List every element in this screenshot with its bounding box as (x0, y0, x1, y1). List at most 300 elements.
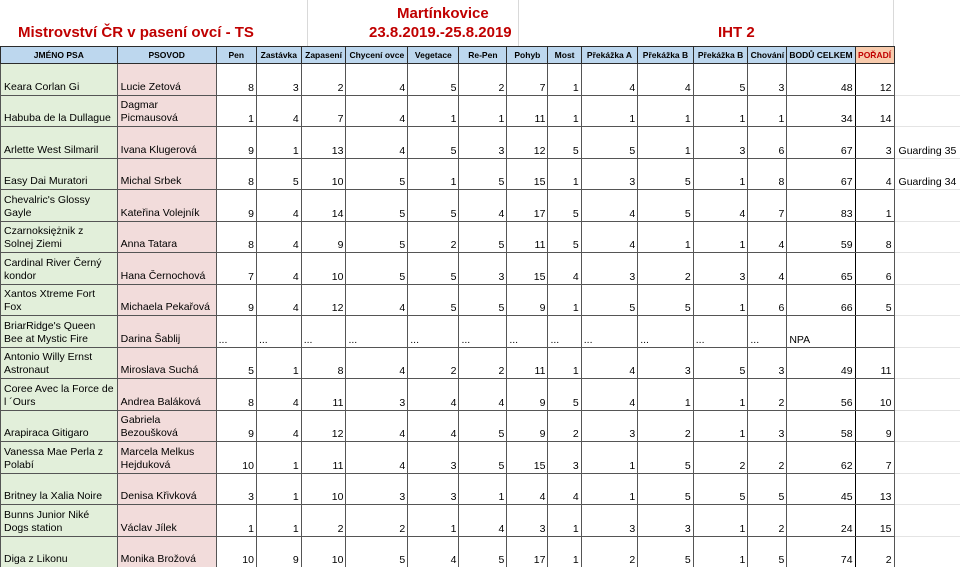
score-cell: 3 (748, 410, 787, 442)
score-cell: 2 (581, 536, 637, 567)
score-cell: 5 (581, 284, 637, 316)
column-header: Zapasení (301, 47, 346, 64)
rank-cell: 7 (855, 442, 894, 474)
column-header: Chování (748, 47, 787, 64)
score-cell: 10 (216, 536, 256, 567)
score-cell: 2 (408, 347, 459, 379)
results-table (0, 46, 960, 567)
dog-name-cell: Cardinal River Černý kondor (1, 253, 118, 285)
total-cell: 66 (787, 284, 855, 316)
column-header: Překážka B (693, 47, 748, 64)
score-cell: 6 (748, 284, 787, 316)
score-cell: 11 (507, 347, 548, 379)
score-cell: 1 (408, 505, 459, 537)
score-cell: 4 (581, 221, 637, 253)
score-cell: ... (581, 316, 637, 348)
column-header: PSOVOD (117, 47, 216, 64)
score-cell: 9 (216, 190, 256, 222)
score-cell: 1 (581, 95, 637, 127)
score-cell: 8 (216, 64, 256, 96)
score-cell: 3 (581, 158, 637, 190)
total-cell: 59 (787, 221, 855, 253)
score-cell: 4 (408, 536, 459, 567)
total-cell: 67 (787, 127, 855, 159)
score-cell: 9 (301, 221, 346, 253)
score-cell: ... (408, 316, 459, 348)
rank-cell: 3 (855, 127, 894, 159)
score-cell: 4 (581, 379, 637, 411)
rank-cell: 1 (855, 190, 894, 222)
score-cell: 7 (507, 64, 548, 96)
score-cell: 5 (408, 253, 459, 285)
score-cell: 11 (301, 442, 346, 474)
score-cell: 3 (256, 64, 301, 96)
dog-name-cell: Coree Avec la Force de l ´Ours (1, 379, 118, 411)
table-row (1, 536, 960, 567)
dog-name-cell: Arlette West Silmaril (1, 127, 118, 159)
dog-name-cell: Arapiraca Gitigaro (1, 410, 118, 442)
score-cell: 5 (581, 127, 637, 159)
handler-cell: Ivana Klugerová (117, 127, 216, 159)
gridline (893, 0, 894, 46)
score-cell: 5 (216, 347, 256, 379)
rank-cell: 6 (855, 253, 894, 285)
score-cell: 5 (638, 158, 694, 190)
handler-cell: Dagmar Picmausová (117, 95, 216, 127)
score-cell: 1 (408, 158, 459, 190)
score-cell: 4 (346, 127, 408, 159)
score-cell: 8 (301, 347, 346, 379)
score-cell: 11 (507, 221, 548, 253)
table-row (1, 127, 960, 159)
rank-cell: 15 (855, 505, 894, 537)
dog-name-cell: BriarRidge's Queen Bee at Mystic Fire (1, 316, 118, 348)
column-header: Pohyb (507, 47, 548, 64)
score-cell: 4 (693, 190, 748, 222)
score-cell: 2 (459, 64, 507, 96)
gridline (307, 0, 308, 46)
score-cell: 3 (693, 253, 748, 285)
note-cell (894, 473, 960, 505)
score-cell: 5 (346, 253, 408, 285)
note-cell (894, 221, 960, 253)
score-cell: 15 (507, 442, 548, 474)
score-cell: 2 (748, 379, 787, 411)
rank-cell: 12 (855, 64, 894, 96)
total-cell: NPA (787, 316, 855, 348)
score-cell: 4 (581, 347, 637, 379)
score-cell: 15 (507, 158, 548, 190)
note-cell (894, 190, 960, 222)
handler-cell: Václav Jílek (117, 505, 216, 537)
score-cell: 1 (581, 442, 637, 474)
table-row (1, 473, 960, 505)
rank-cell: 10 (855, 379, 894, 411)
score-cell: 3 (581, 410, 637, 442)
score-cell: 1 (693, 536, 748, 567)
dog-name-cell: Easy Dai Muratori (1, 158, 118, 190)
total-cell: 83 (787, 190, 855, 222)
score-cell: 2 (693, 442, 748, 474)
score-cell: 9 (507, 410, 548, 442)
score-cell: 14 (301, 190, 346, 222)
championship-title: Mistrovství ČR v pasení ovcí - TS (18, 24, 254, 41)
score-cell: 7 (216, 253, 256, 285)
total-cell: 74 (787, 536, 855, 567)
score-cell: 1 (256, 127, 301, 159)
score-cell: 3 (459, 253, 507, 285)
total-cell: 62 (787, 442, 855, 474)
score-cell: ... (256, 316, 301, 348)
score-cell: 2 (346, 505, 408, 537)
score-cell: 15 (507, 253, 548, 285)
score-cell: 5 (548, 379, 581, 411)
score-cell: 1 (581, 473, 637, 505)
note-cell (894, 536, 960, 567)
score-cell: 4 (638, 64, 694, 96)
score-cell: 8 (748, 158, 787, 190)
score-cell: 2 (748, 505, 787, 537)
total-cell: 34 (787, 95, 855, 127)
dog-name-cell: Britney la Xalia Noire (1, 473, 118, 505)
score-cell: 5 (459, 410, 507, 442)
dates-title: 23.8.2019.-25.8.2019 (369, 24, 512, 41)
score-cell: 12 (301, 284, 346, 316)
score-cell: 12 (301, 410, 346, 442)
table-row (1, 190, 960, 222)
score-cell: 4 (346, 347, 408, 379)
score-cell: 1 (693, 379, 748, 411)
score-cell: 17 (507, 536, 548, 567)
table-row (1, 505, 960, 537)
column-header: POŘADÍ (855, 47, 894, 64)
column-header: Re-Pen (459, 47, 507, 64)
score-cell: ... (216, 316, 256, 348)
score-cell: 1 (693, 284, 748, 316)
score-cell: ... (459, 316, 507, 348)
score-cell: 6 (748, 127, 787, 159)
score-cell: 5 (693, 347, 748, 379)
score-cell: 3 (693, 127, 748, 159)
score-cell: 1 (408, 95, 459, 127)
score-cell: 7 (301, 95, 346, 127)
score-cell: 5 (748, 473, 787, 505)
total-cell: 45 (787, 473, 855, 505)
handler-cell: Gabriela Bezoušková (117, 410, 216, 442)
handler-cell: Hana Černochová (117, 253, 216, 285)
score-cell: 5 (548, 190, 581, 222)
score-cell: 4 (459, 190, 507, 222)
handler-cell: Andrea Baláková (117, 379, 216, 411)
dog-name-cell: Bunns Junior Niké Dogs station (1, 505, 118, 537)
score-cell: 10 (301, 253, 346, 285)
score-cell: 3 (346, 473, 408, 505)
score-cell: 1 (693, 221, 748, 253)
score-cell: 1 (638, 221, 694, 253)
note-cell (894, 347, 960, 379)
handler-cell: Denisa Křivková (117, 473, 216, 505)
table-row (1, 253, 960, 285)
score-cell: 3 (408, 442, 459, 474)
score-cell: ... (638, 316, 694, 348)
score-cell: 4 (346, 284, 408, 316)
score-cell: 5 (408, 284, 459, 316)
score-cell: 1 (216, 505, 256, 537)
score-cell: 2 (548, 410, 581, 442)
score-cell: 4 (408, 410, 459, 442)
score-cell: 8 (216, 379, 256, 411)
score-cell: 4 (548, 253, 581, 285)
score-cell: 4 (346, 410, 408, 442)
score-cell: 1 (256, 442, 301, 474)
score-cell: 4 (256, 379, 301, 411)
score-cell: 1 (216, 95, 256, 127)
score-cell: 10 (216, 442, 256, 474)
score-cell: 5 (408, 190, 459, 222)
total-cell: 48 (787, 64, 855, 96)
handler-cell: Kateřina Volejník (117, 190, 216, 222)
table-row (1, 410, 960, 442)
score-cell: 1 (548, 284, 581, 316)
handler-cell: Michaela Pekařová (117, 284, 216, 316)
score-cell: 4 (507, 473, 548, 505)
score-cell: 3 (581, 505, 637, 537)
column-header: Vegetace (408, 47, 459, 64)
rank-cell (855, 316, 894, 348)
dog-name-cell: Vanessa Mae Perla z Polabí (1, 442, 118, 474)
total-cell: 67 (787, 158, 855, 190)
score-cell: 9 (256, 536, 301, 567)
score-cell: 9 (507, 284, 548, 316)
score-cell: 5 (638, 190, 694, 222)
score-cell: 8 (216, 158, 256, 190)
score-cell: 1 (256, 505, 301, 537)
score-cell: 9 (216, 284, 256, 316)
score-cell: 4 (256, 284, 301, 316)
dog-name-cell: Antonio Willy Ernst Astronaut (1, 347, 118, 379)
score-cell: 2 (638, 410, 694, 442)
dog-name-cell: Chevalric's Glossy Gayle (1, 190, 118, 222)
score-cell: 1 (548, 158, 581, 190)
table-row (1, 95, 960, 127)
score-cell: 4 (459, 505, 507, 537)
score-cell: 5 (346, 221, 408, 253)
note-cell: Guarding 35 (894, 127, 960, 159)
column-header: Překážka B (638, 47, 694, 64)
score-cell: 3 (507, 505, 548, 537)
table-row (1, 316, 960, 348)
note-cell (894, 410, 960, 442)
score-cell: 4 (346, 64, 408, 96)
score-cell: 1 (548, 505, 581, 537)
column-header: Pen (216, 47, 256, 64)
total-cell: 56 (787, 379, 855, 411)
score-cell: 3 (548, 442, 581, 474)
score-cell: 3 (459, 127, 507, 159)
score-cell: 9 (507, 379, 548, 411)
score-cell: 5 (459, 536, 507, 567)
score-cell: 3 (748, 347, 787, 379)
table-row (1, 379, 960, 411)
handler-cell: Michal Srbek (117, 158, 216, 190)
score-cell: 5 (638, 284, 694, 316)
score-cell: 5 (548, 127, 581, 159)
rank-cell: 2 (855, 536, 894, 567)
score-cell: 5 (548, 221, 581, 253)
score-cell: 4 (256, 95, 301, 127)
score-cell: 4 (581, 190, 637, 222)
score-cell: 5 (408, 127, 459, 159)
score-cell: 4 (256, 190, 301, 222)
total-cell: 49 (787, 347, 855, 379)
table-row (1, 284, 960, 316)
score-cell: 1 (256, 473, 301, 505)
score-cell: 5 (638, 473, 694, 505)
table-row (1, 442, 960, 474)
table-row (1, 221, 960, 253)
note-cell (894, 316, 960, 348)
score-cell: 4 (256, 221, 301, 253)
total-cell: 58 (787, 410, 855, 442)
note-cell (894, 505, 960, 537)
score-cell: 4 (748, 221, 787, 253)
score-cell: 3 (216, 473, 256, 505)
handler-cell: Miroslava Suchá (117, 347, 216, 379)
dog-name-cell: Diga z Likonu (1, 536, 118, 567)
note-cell (894, 64, 960, 96)
table-row (1, 64, 960, 96)
score-cell: 1 (638, 127, 694, 159)
score-cell: 13 (301, 127, 346, 159)
handler-cell: Anna Tatara (117, 221, 216, 253)
score-cell: 9 (216, 127, 256, 159)
score-cell: 5 (638, 536, 694, 567)
score-cell: 5 (346, 158, 408, 190)
score-cell: 5 (408, 64, 459, 96)
total-cell: 65 (787, 253, 855, 285)
score-cell: 1 (638, 379, 694, 411)
dog-name-cell: Czarnoksiężnik z Solnej Ziemi (1, 221, 118, 253)
score-cell: 1 (548, 64, 581, 96)
score-cell: 5 (693, 473, 748, 505)
total-cell: 24 (787, 505, 855, 537)
rank-cell: 14 (855, 95, 894, 127)
score-cell: ... (346, 316, 408, 348)
score-cell: 1 (693, 95, 748, 127)
score-cell: 12 (507, 127, 548, 159)
score-cell: 4 (408, 379, 459, 411)
score-cell: 5 (346, 190, 408, 222)
score-cell: 4 (748, 253, 787, 285)
gridline (518, 0, 519, 46)
empty-header (894, 47, 960, 64)
rank-cell: 4 (855, 158, 894, 190)
dog-name-cell: Keara Corlan Gi (1, 64, 118, 96)
score-cell: ... (693, 316, 748, 348)
score-cell: 2 (459, 347, 507, 379)
column-header: Překážka A (581, 47, 637, 64)
rank-cell: 11 (855, 347, 894, 379)
rank-cell: 5 (855, 284, 894, 316)
score-cell: 1 (548, 536, 581, 567)
score-cell: 10 (301, 536, 346, 567)
score-cell: 3 (408, 473, 459, 505)
score-cell: 11 (507, 95, 548, 127)
score-cell: 8 (216, 221, 256, 253)
dog-name-cell: Xantos Xtreme Fort Fox (1, 284, 118, 316)
score-cell: 3 (748, 64, 787, 96)
score-cell: 4 (581, 64, 637, 96)
note-cell (894, 379, 960, 411)
rank-cell: 13 (855, 473, 894, 505)
score-cell: 3 (581, 253, 637, 285)
score-cell: 5 (638, 442, 694, 474)
score-cell: 5 (346, 536, 408, 567)
score-cell: 2 (748, 442, 787, 474)
score-cell: ... (548, 316, 581, 348)
score-cell: 3 (346, 379, 408, 411)
handler-cell: Lucie Zetová (117, 64, 216, 96)
header-row (1, 47, 960, 64)
score-cell: 5 (256, 158, 301, 190)
score-cell: 1 (548, 347, 581, 379)
score-cell: 1 (693, 410, 748, 442)
handler-cell: Darina Šablij (117, 316, 216, 348)
handler-cell: Monika Brožová (117, 536, 216, 567)
score-cell: 9 (216, 410, 256, 442)
score-cell: 4 (256, 253, 301, 285)
rank-cell: 9 (855, 410, 894, 442)
location-title: Martínkovice (397, 5, 489, 22)
score-cell: 7 (748, 190, 787, 222)
note-cell (894, 253, 960, 285)
score-cell: 4 (346, 95, 408, 127)
score-cell: 1 (693, 505, 748, 537)
score-cell: 10 (301, 158, 346, 190)
category-title: IHT 2 (718, 24, 755, 41)
score-cell: 2 (638, 253, 694, 285)
note-cell (894, 95, 960, 127)
score-cell: 3 (638, 505, 694, 537)
score-cell: 17 (507, 190, 548, 222)
note-cell: Guarding 34 (894, 158, 960, 190)
score-cell: 5 (459, 158, 507, 190)
score-cell: 1 (459, 473, 507, 505)
column-header: BODŮ CELKEM (787, 47, 855, 64)
score-cell: 5 (693, 64, 748, 96)
column-header: Zastávka (256, 47, 301, 64)
score-cell: 4 (459, 379, 507, 411)
column-header: Chycení ovce (346, 47, 408, 64)
score-cell: 4 (548, 473, 581, 505)
score-cell: 3 (638, 347, 694, 379)
score-cell: ... (301, 316, 346, 348)
score-cell: 5 (459, 442, 507, 474)
rank-cell: 8 (855, 221, 894, 253)
score-cell: 1 (693, 158, 748, 190)
score-cell: 4 (346, 442, 408, 474)
note-cell (894, 284, 960, 316)
table-row (1, 158, 960, 190)
score-cell: 4 (256, 410, 301, 442)
score-cell: ... (748, 316, 787, 348)
score-cell: 1 (256, 347, 301, 379)
score-cell: 11 (301, 379, 346, 411)
score-cell: 2 (301, 505, 346, 537)
note-cell (894, 442, 960, 474)
column-header: Most (548, 47, 581, 64)
table-row (1, 347, 960, 379)
